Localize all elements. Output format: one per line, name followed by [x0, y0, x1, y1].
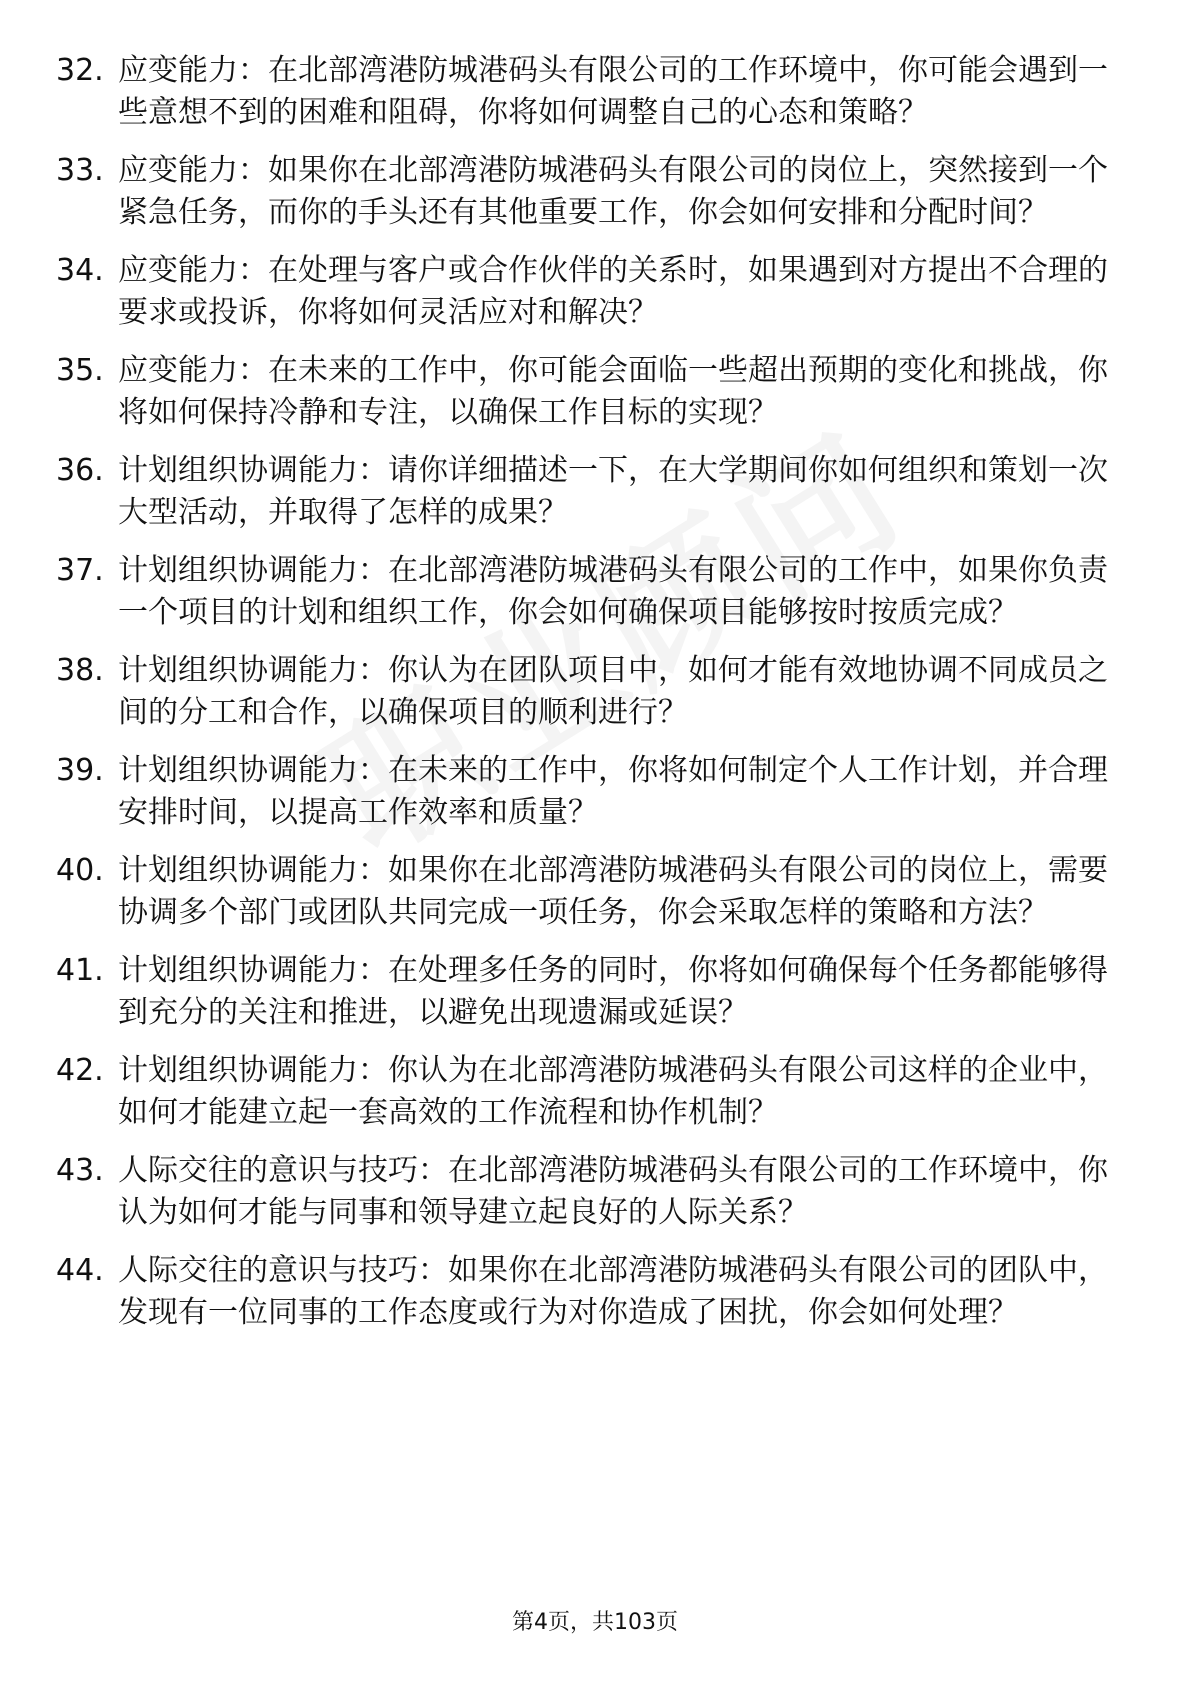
question-number: 42.	[56, 1053, 104, 1088]
question-text: 计划组织协调能力：请你详细描述一下，在大学期间你如何组织和策划一次大型活动，并取得了怎样的成果？	[118, 453, 1108, 530]
question-item-38	[56, 650, 1136, 734]
question-number: 38.	[56, 653, 104, 688]
question-number: 32.	[56, 53, 104, 88]
question-number: 40.	[56, 853, 104, 888]
question-item-42	[56, 1050, 1136, 1134]
question-text: 计划组织协调能力：你认为在北部湾港防城港码头有限公司这样的企业中，如何才能建立起一套高效的工作流程和协作机制？	[118, 1053, 1108, 1130]
question-item-34	[56, 250, 1136, 334]
question-number: 43.	[56, 1153, 104, 1188]
question-item-39	[56, 750, 1136, 834]
question-number: 41.	[56, 953, 104, 988]
question-item-35	[56, 350, 1136, 434]
question-item-43	[56, 1150, 1136, 1234]
question-list	[56, 50, 1136, 1350]
question-item-37	[56, 550, 1136, 634]
question-text: 应变能力：在处理与客户或合作伙伴的关系时，如果遇到对方提出不合理的要求或投诉，你将如何灵活应对和解决？	[118, 253, 1108, 330]
question-number: 36.	[56, 453, 104, 488]
question-item-44	[56, 1250, 1136, 1334]
question-item-32	[56, 50, 1136, 134]
question-text: 人际交往的意识与技巧：在北部湾港防城港码头有限公司的工作环境中，你认为如何才能与同事和领导建立起良好的人际关系？	[118, 1153, 1108, 1230]
question-number: 35.	[56, 353, 104, 388]
page-number-label: 第4页，共103页	[512, 1610, 678, 1635]
question-number: 37.	[56, 553, 104, 588]
question-number: 39.	[56, 753, 104, 788]
question-number: 44.	[56, 1253, 104, 1288]
page-footer	[0, 1608, 1190, 1638]
question-text: 计划组织协调能力：如果你在北部湾港防城港码头有限公司的岗位上，需要协调多个部门或团队共同完成一项任务，你会采取怎样的策略和方法？	[118, 853, 1108, 930]
question-number: 33.	[56, 153, 104, 188]
question-text: 计划组织协调能力：在未来的工作中，你将如何制定个人工作计划，并合理安排时间，以提高工作效率和质量？	[118, 753, 1108, 830]
question-text: 应变能力：在未来的工作中，你可能会面临一些超出预期的变化和挑战，你将如何保持冷静和专注，以确保工作目标的实现？	[118, 353, 1108, 430]
question-text: 应变能力：在北部湾港防城港码头有限公司的工作环境中，你可能会遇到一些意想不到的困难和阻碍，你将如何调整自己的心态和策略？	[118, 53, 1108, 130]
question-item-40	[56, 850, 1136, 934]
question-text: 计划组织协调能力：在处理多任务的同时，你将如何确保每个任务都能够得到充分的关注和推进，以避免出现遗漏或延误？	[118, 953, 1108, 1030]
question-number: 34.	[56, 253, 104, 288]
question-text: 人际交往的意识与技巧：如果你在北部湾港防城港码头有限公司的团队中，发现有一位同事的工作态度或行为对你造成了困扰，你会如何处理？	[118, 1253, 1108, 1330]
question-item-33	[56, 150, 1136, 234]
question-text: 应变能力：如果你在北部湾港防城港码头有限公司的岗位上，突然接到一个紧急任务，而你的手头还有其他重要工作，你会如何安排和分配时间？	[118, 153, 1108, 230]
question-item-36	[56, 450, 1136, 534]
question-item-41	[56, 950, 1136, 1034]
question-text: 计划组织协调能力：在北部湾港防城港码头有限公司的工作中，如果你负责一个项目的计划和组织工作，你会如何确保项目能够按时按质完成？	[118, 553, 1108, 630]
question-text: 计划组织协调能力：你认为在团队项目中，如何才能有效地协调不同成员之间的分工和合作，以确保项目的顺利进行？	[118, 653, 1108, 730]
